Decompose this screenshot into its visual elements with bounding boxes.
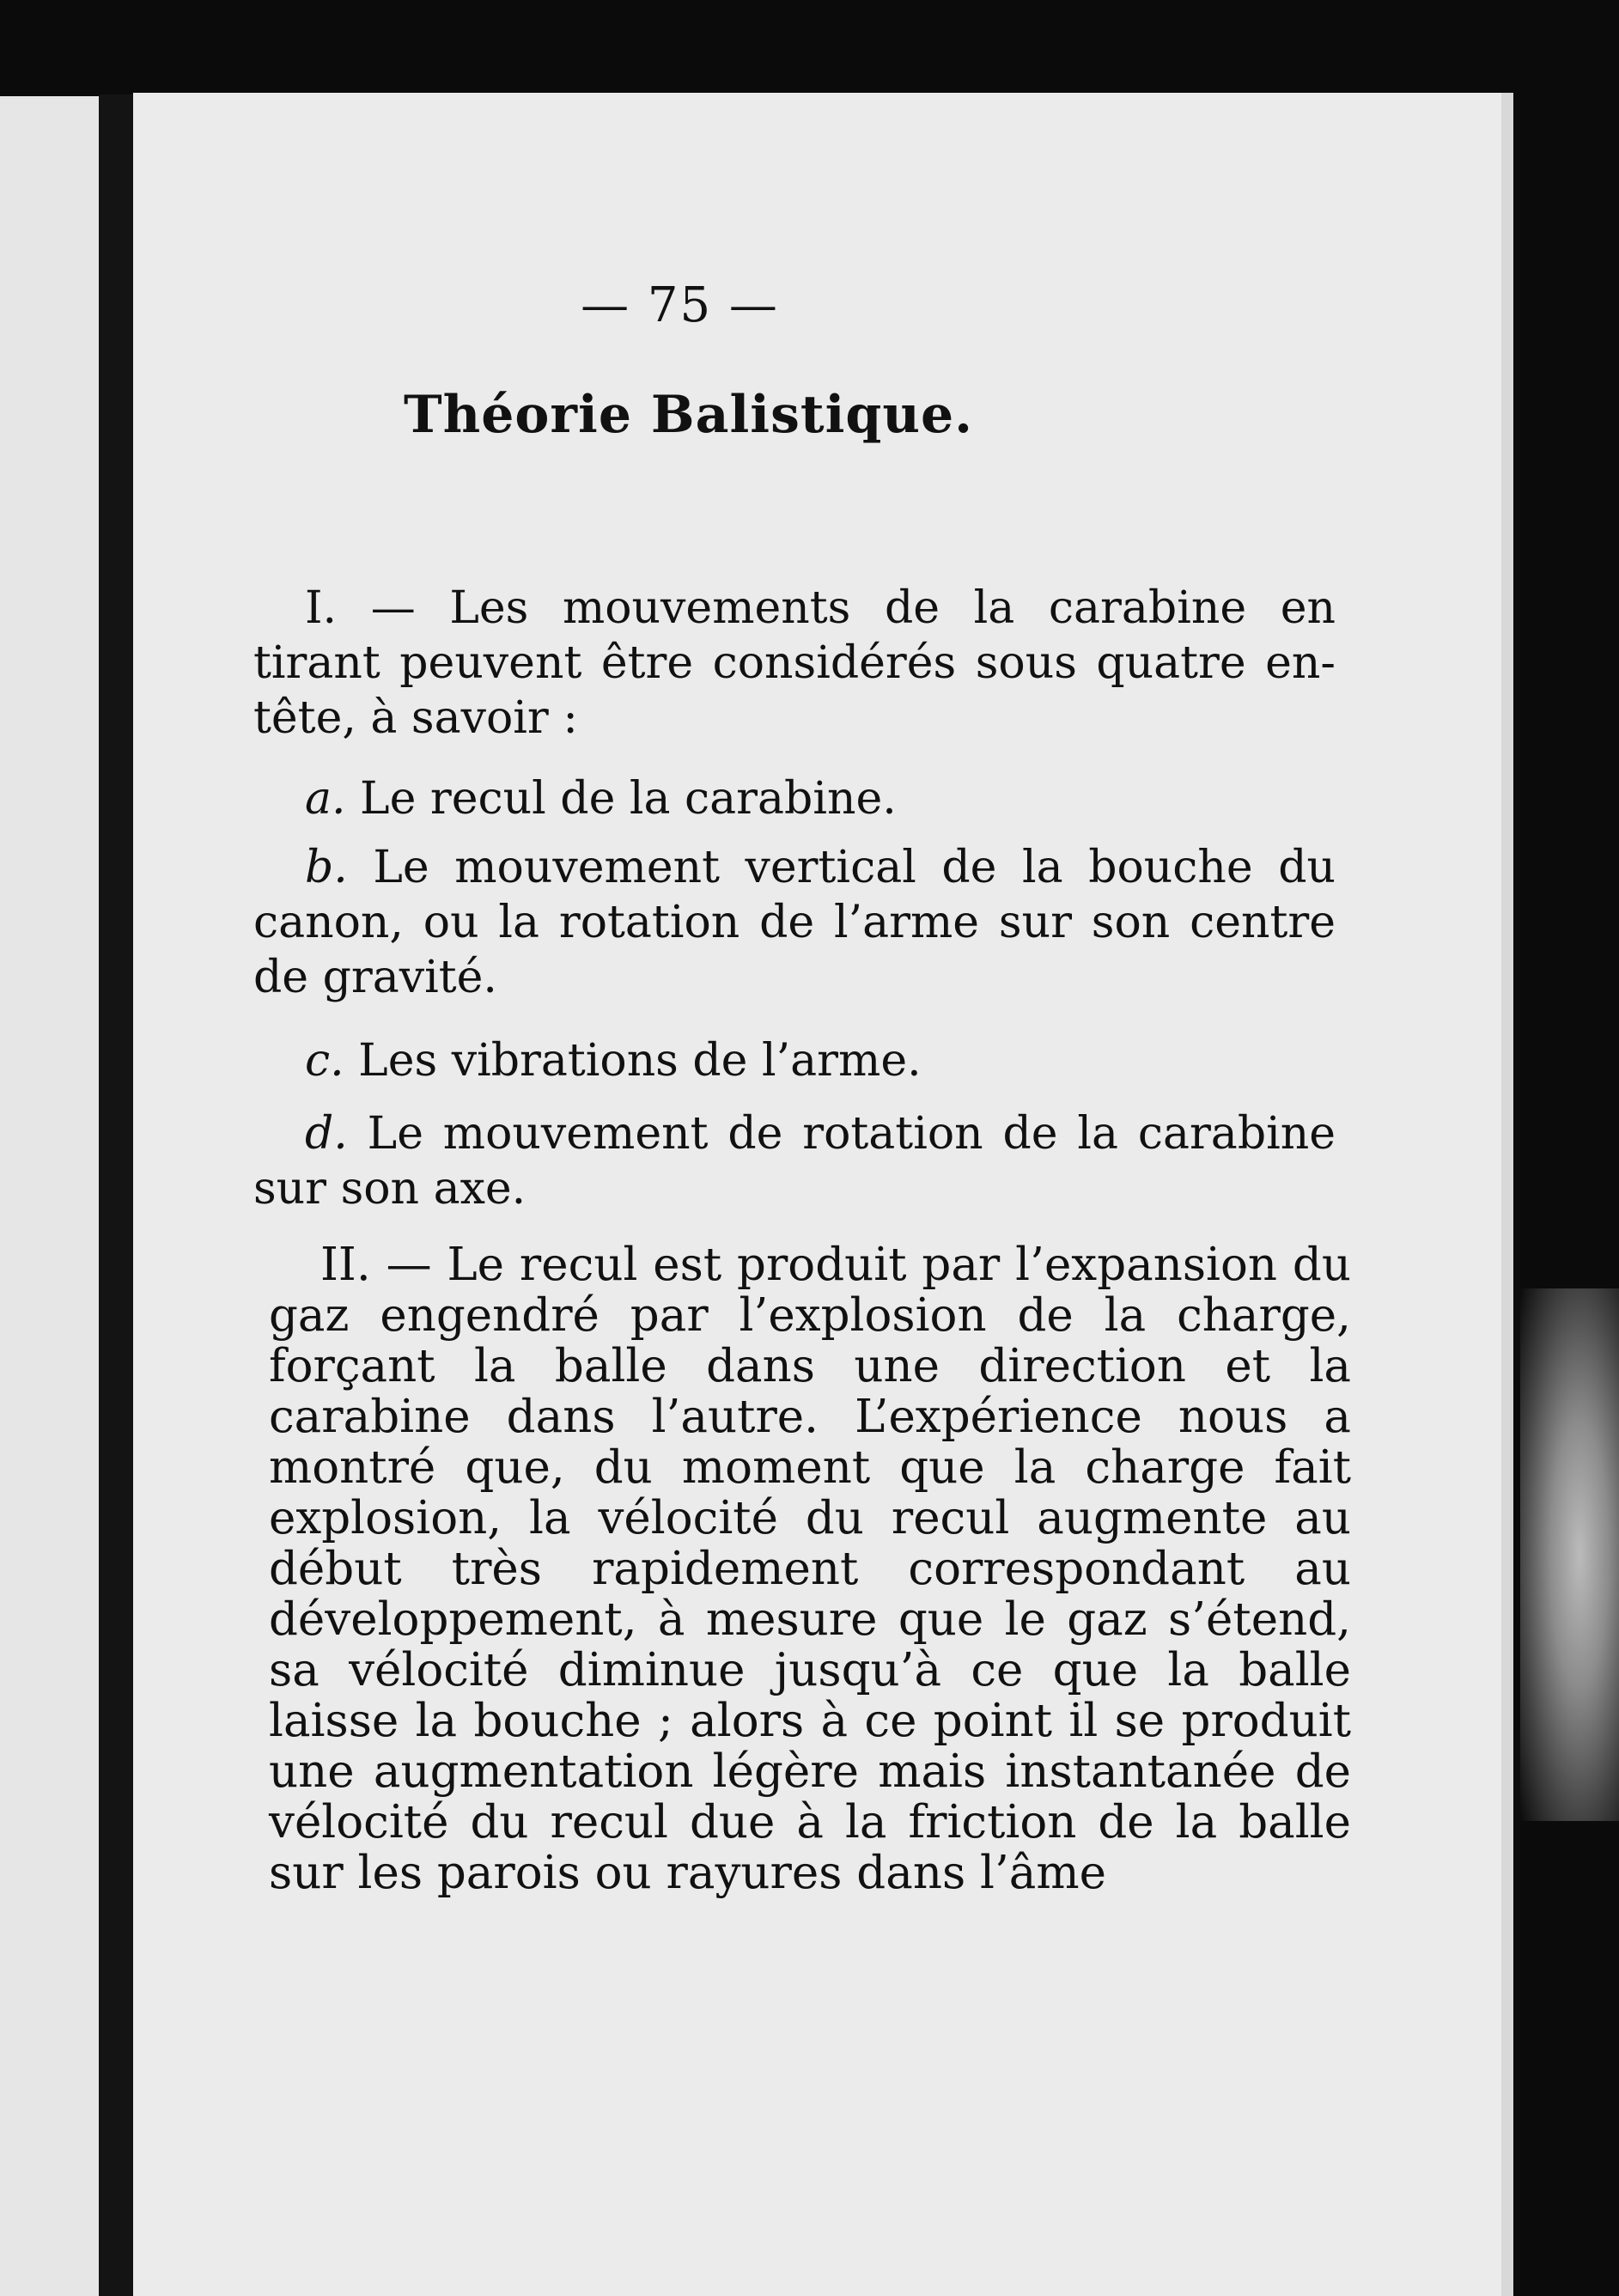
paragraph-2: II. — Le recul est produit par l’expansion du gaz engendré par l’explosion de la charge, forçant la balle dans une direction et la carabine dans l’autre. L’expérience nous a montré que, du moment que la charge fait explosion, la vélocité du recul augmente au début très rapidement correspondant au développement, à mesure que le gaz s’étend, sa vélocité diminue jusqu’à ce que la balle laisse la bouche ; alors à ce point il se produit une augmentation légère mais instantanée de vélocité du recul due à la friction de la balle sur les parois ou rayures dans l’âme	[269, 1239, 1351, 1899]
document-page	[133, 93, 1501, 2296]
page-title: Théorie Balistique.	[403, 385, 974, 445]
list-text: Les vibrations de l’arme.	[344, 1035, 922, 1087]
list-label: b.	[305, 842, 348, 893]
list-text: Le mouvement de rotation de la carabine sur son axe.	[253, 1108, 1336, 1215]
list-item-a	[253, 771, 1336, 826]
list-label: a.	[305, 773, 346, 825]
paragraph-1: I. — Les mouvements de la carabine en tirant peuvent être considérés sous quatre en-tête, à savoir :	[253, 582, 1336, 744]
page-number: — 75 —	[581, 277, 779, 333]
list-item-b	[253, 840, 1336, 1005]
list-text: Le mouvement vertical de la bouche du canon, ou la rotation de l’arme sur son centre de gravité.	[253, 842, 1336, 1003]
list-text: Le recul de la carabine.	[345, 773, 897, 825]
paper-damage	[1520, 1288, 1619, 1821]
list-label: c.	[305, 1035, 344, 1087]
list-label: d.	[305, 1108, 348, 1160]
list-item-d	[253, 1106, 1336, 1216]
list-item-c	[253, 1033, 1336, 1088]
page-edge	[1501, 93, 1513, 2296]
